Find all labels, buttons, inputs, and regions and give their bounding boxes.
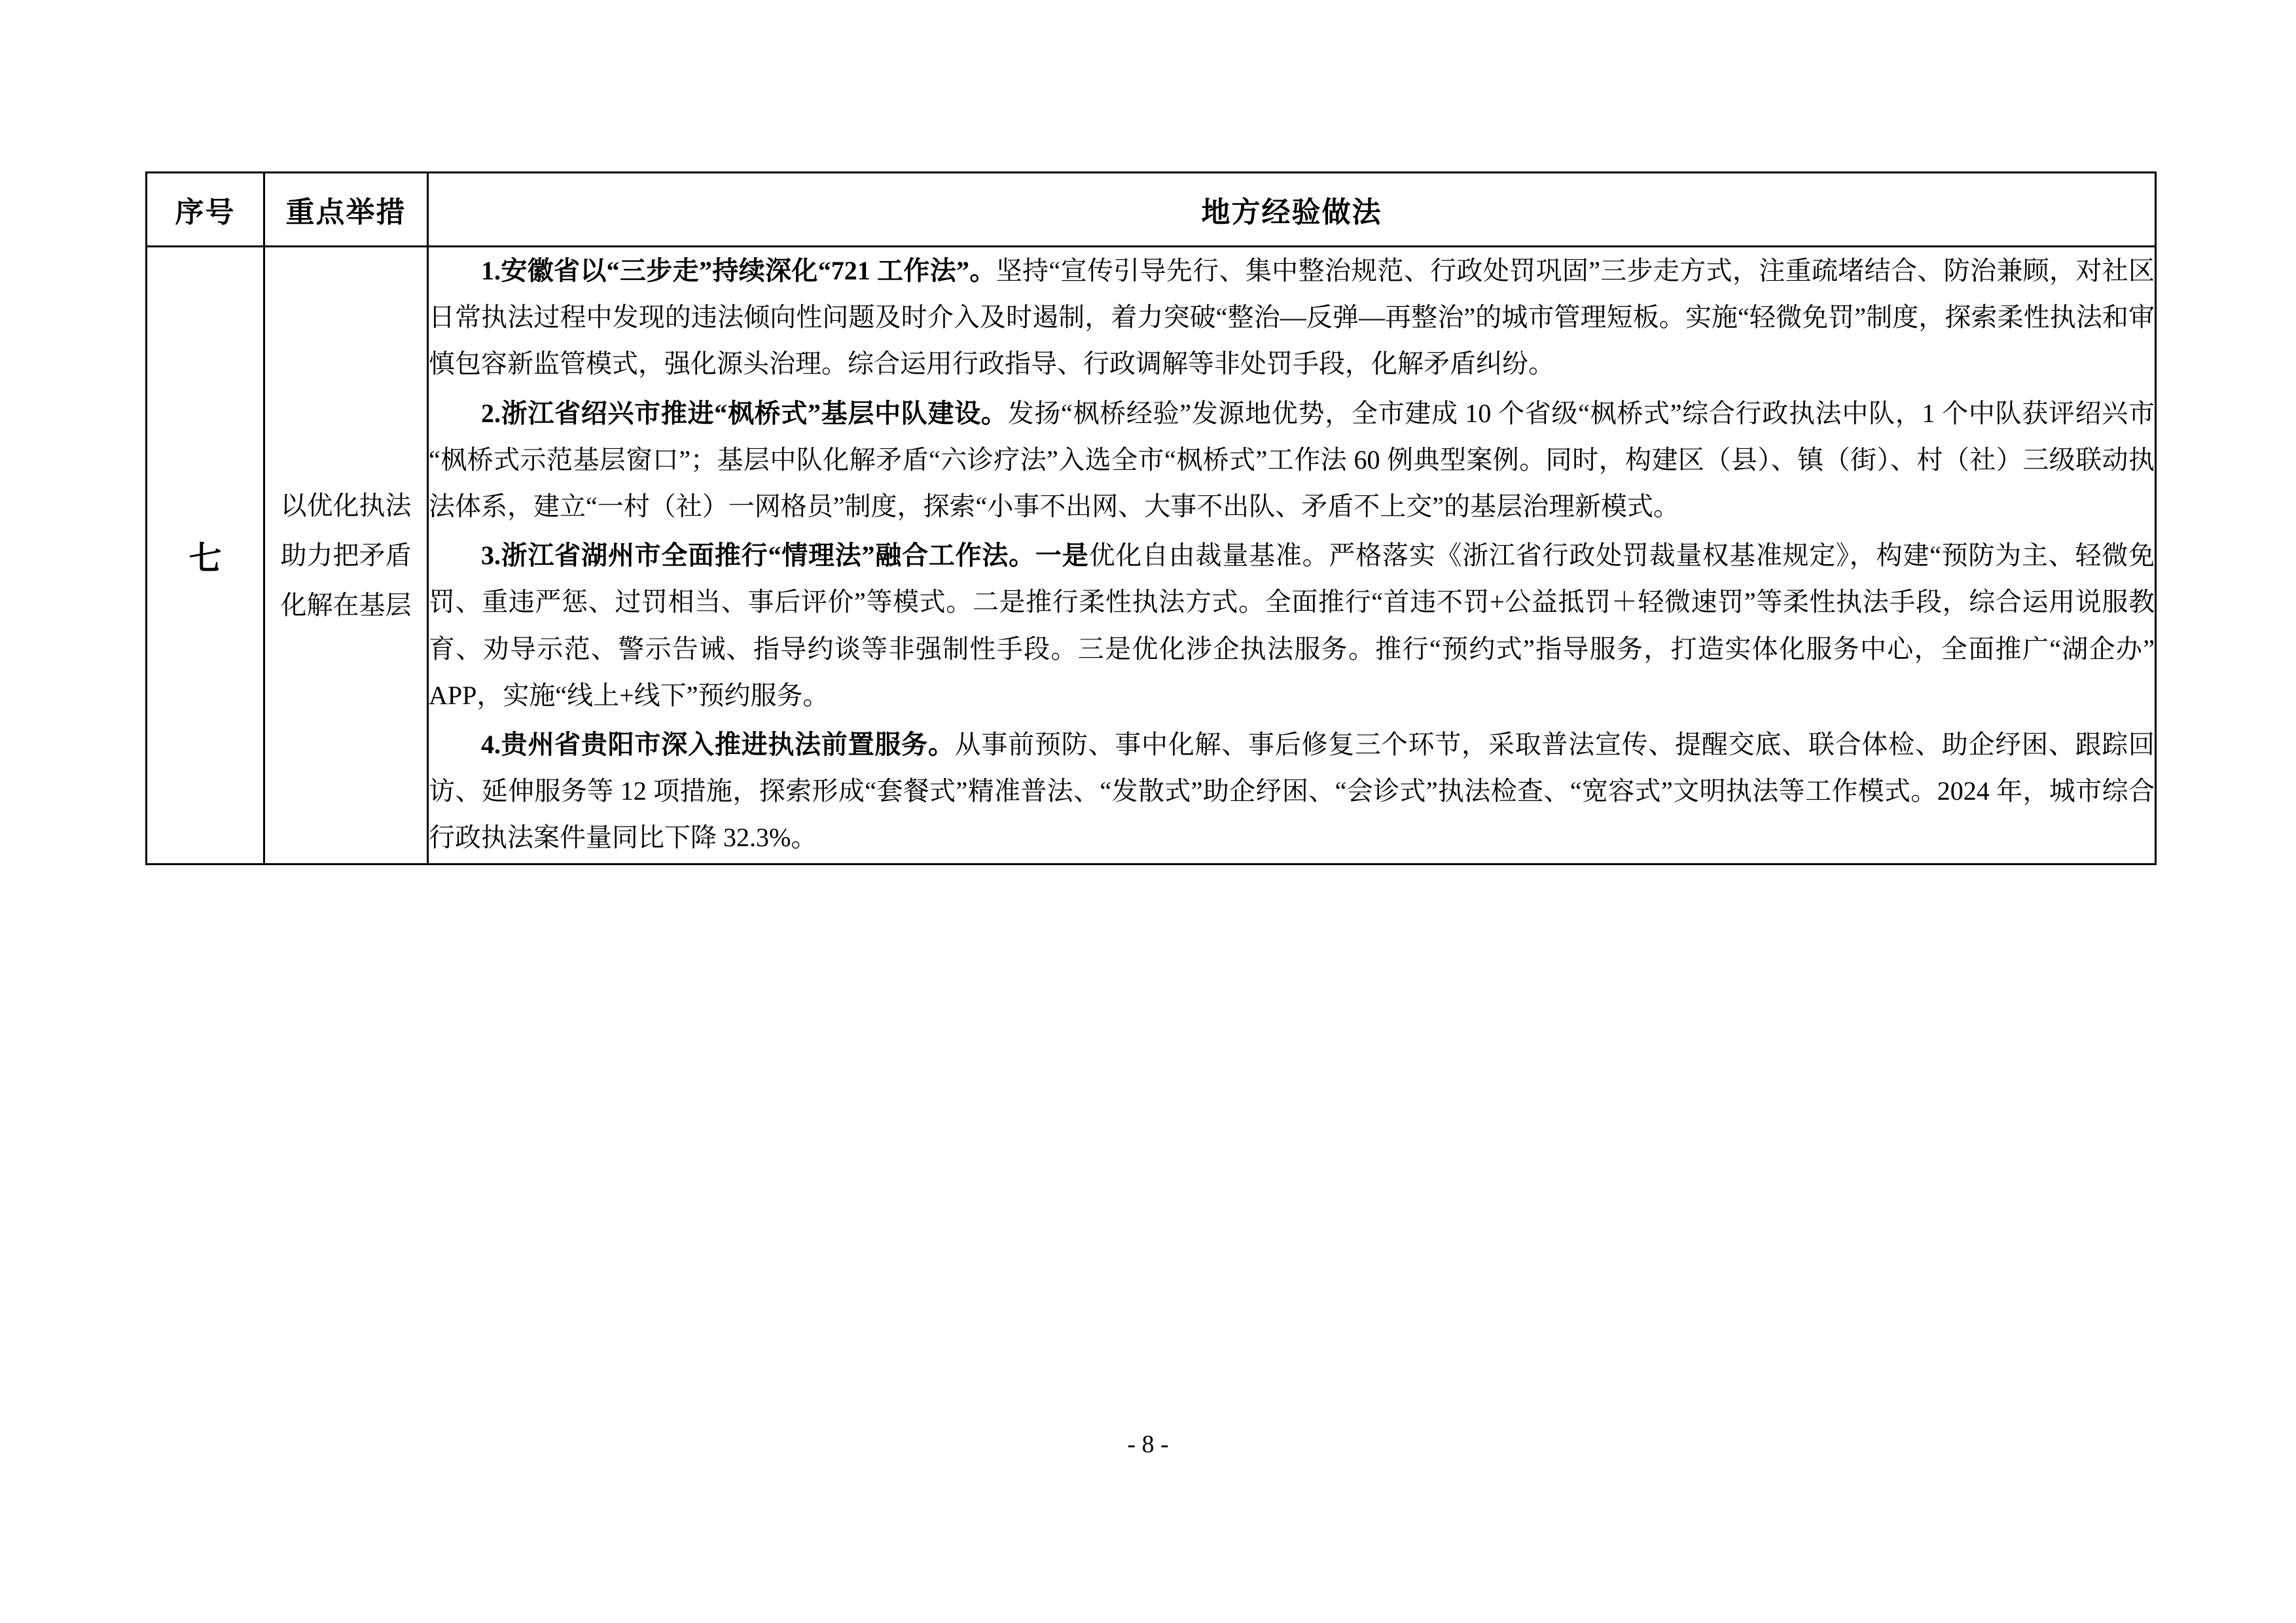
paragraph-1-lead: 1.安徽省以“三步走”持续深化“721 工作法”。 <box>481 256 996 285</box>
page-number: - 8 - <box>1127 1431 1169 1458</box>
paragraph-3-lead: 3.浙江省湖州市全面推行“情理法”融合工作法。一是 <box>481 541 1089 571</box>
measure-line-2: 助力把矛盾 <box>280 540 412 570</box>
measure-line-1: 以优化执法 <box>280 490 412 520</box>
row-experience-content <box>428 247 2156 865</box>
column-header-experience: 地方经验做法 <box>428 173 2156 247</box>
paragraph-4-body: 从事前预防、事中化解、事后修复三个环节，采取普法宣传、提醒交底、联合体检、助企纾困、跟踪回访、延伸服务等 12 项措施，探索形成“套餐式”精准普法、“发散式”助企纾困、“会诊式”执法检查、“宽容式”文明执法等工作模式。2024 年，城市综合行政执法案件量同比下降 32.3%。 <box>429 729 2155 853</box>
paragraph-3-body: 优化自由裁量基准。严格落实《浙江省行政处罚裁量权基准规定》，构建“预防为主、轻微免罚、重违严惩、过罚相当、事后评价”等模式。二是推行柔性执法方式。全面推行“首违不罚+公益抵罚＋轻微速罚”等柔性执法手段，综合运用说服教育、劝导示范、警示告诫、指导约谈等非强制性手段。三是优化涉企执法服务。推行“预约式”指导服务，打造实体化服务中心，全面推广“湖企办”APP，实施“线上+线下”预约服务。 <box>429 541 2155 710</box>
paragraph-1-body: 坚持“宣传引导先行、集中整治规范、行政处罚巩固”三步走方式，注重疏堵结合、防治兼顾，对社区日常执法过程中发现的违法倾向性问题及时介入及时遏制，着力突破“整治—反弹—再整治”的城市管理短板。实施“轻微免罚”制度，探索柔性执法和审慎包容新监管模式，强化源头治理。综合运用行政指导、行政调解等非处罚手段，化解矛盾纠纷。 <box>429 256 2155 379</box>
paragraph-2-body: 发扬“枫桥经验”发源地优势，全市建成 10 个省级“枫桥式”综合行政执法中队，1 个中队获评绍兴市“枫桥式示范基层窗口”；基层中队化解矛盾“六诊疗法”入选全市“枫桥式”工作法 60 例典型案例。同时，构建区（县）、镇（街）、村（社）三级联动执法体系，建立“一村（社）一网格员”制度，探索“小事不出网、大事不出队、矛盾不上交”的基层治理新模式。 <box>429 398 2155 521</box>
experience-paragraph-2 <box>429 390 2155 530</box>
column-header-sequence: 序号 <box>147 173 264 247</box>
experience-paragraph-3 <box>429 532 2155 719</box>
table-row <box>147 247 2156 865</box>
experience-table <box>145 171 2157 865</box>
experience-paragraph-1 <box>429 247 2155 387</box>
paragraph-4-lead: 4.贵州省贵阳市深入推进执法前置服务。 <box>481 729 955 759</box>
table-header-row <box>147 173 2156 247</box>
paragraph-2-lead: 2.浙江省绍兴市推进“枫桥式”基层中队建设。 <box>481 398 1008 428</box>
column-header-measure: 重点举措 <box>264 173 428 247</box>
measure-line-3: 化解在基层 <box>280 590 412 620</box>
row-measure-title <box>264 247 428 865</box>
row-sequence-number: 七 <box>147 247 264 865</box>
experience-paragraph-4 <box>429 721 2155 861</box>
